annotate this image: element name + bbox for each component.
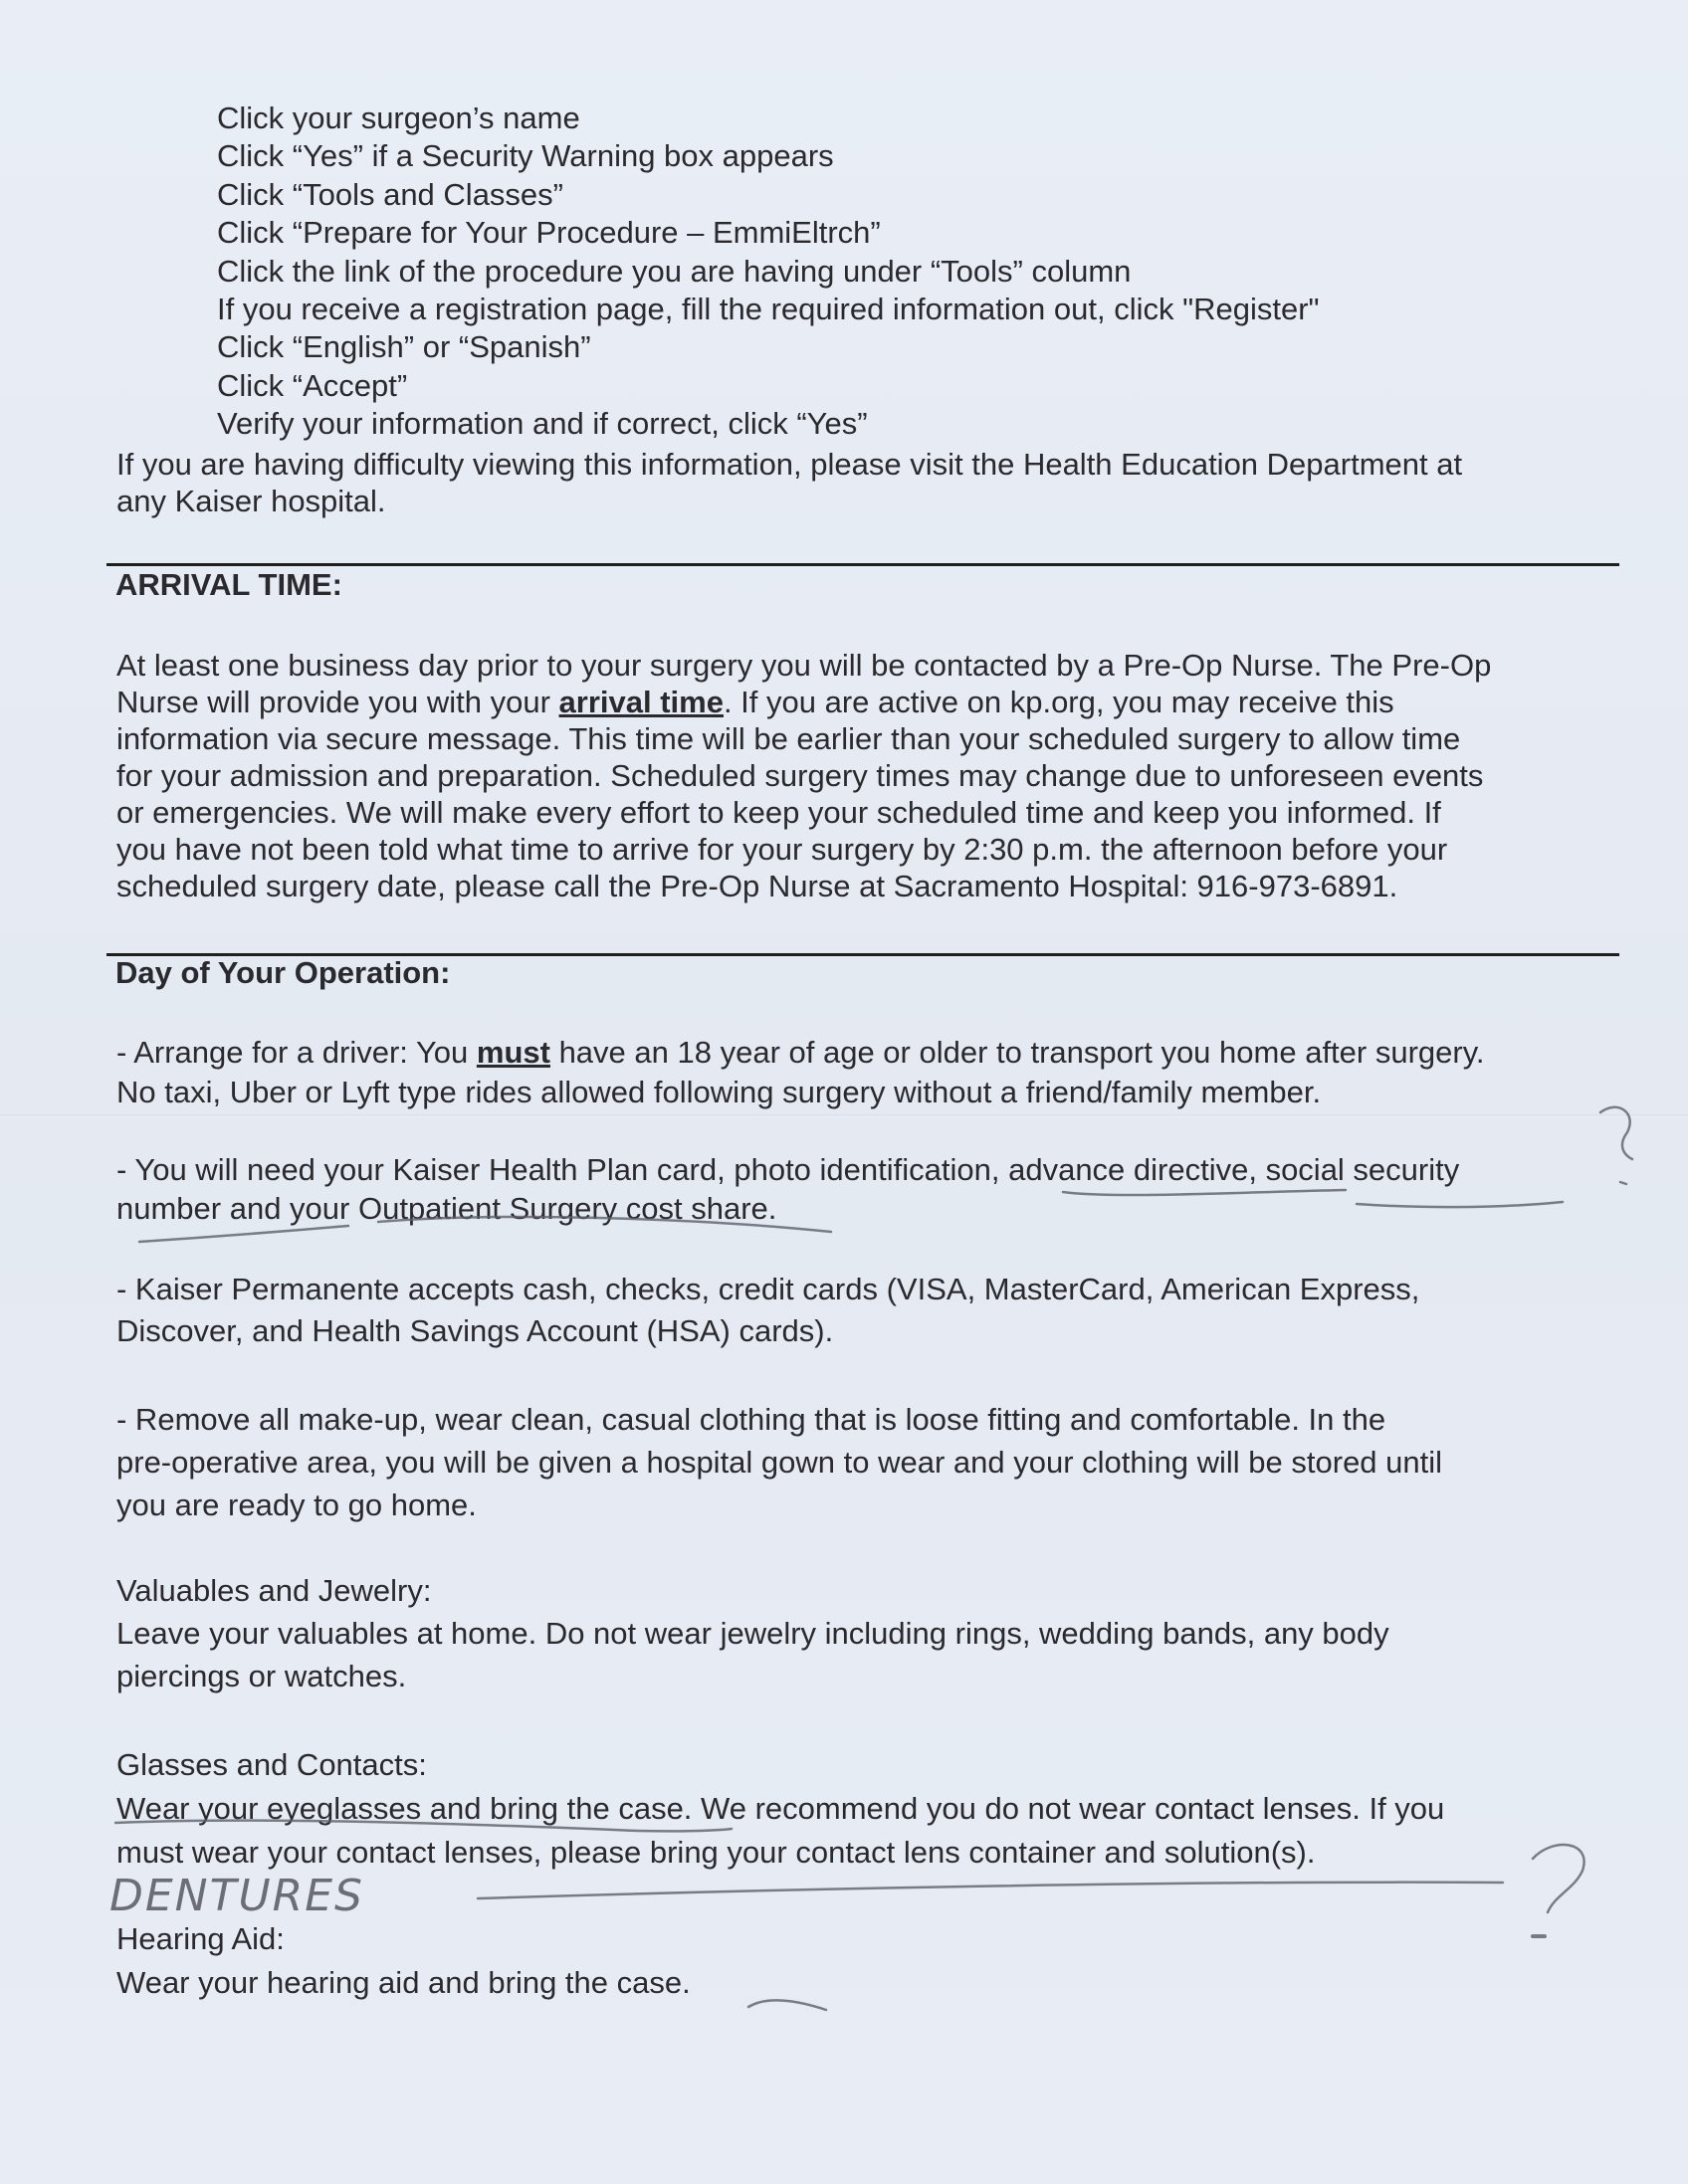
stray-mark [748,2000,826,2010]
payment-line: - Kaiser Permanente accepts cash, checks, credit cards (VISA, MasterCard, American Express, [116,1272,1420,1306]
question-mark-1 [1600,1107,1632,1159]
valuables-title: Valuables and Jewelry: [116,1573,432,1608]
instruction-line: Click “Yes” if a Security Warning box appears [217,138,834,174]
arrival-line: At least one business day prior to your surgery you will be contacted by a Pre-Op Nurse. The Pre-Op [116,648,1492,683]
underline-contact-line [478,1883,1503,1898]
arrival-text: . If you are active on kp.org, you may receive this [723,685,1394,719]
makeup-line: you are ready to go home. [116,1488,477,1522]
driver-text: - Arrange for a driver: You [116,1035,477,1070]
arrival-line: or emergencies. We will make every effort to keep your scheduled time and keep you informed. If [116,795,1441,830]
underline-social-security [1357,1202,1563,1207]
arrival-line: information via secure message. This time will be earlier than your scheduled surgery to allow time [116,721,1461,756]
instruction-line: Click “English” or “Spanish” [217,329,591,365]
payment-line: Discover, and Health Savings Account (HSA) cards). [116,1313,834,1348]
valuables-line: piercings or watches. [116,1659,407,1693]
instruction-line: Click the link of the procedure you are having under “Tools” column [217,253,1132,289]
valuables-line: Leave your valuables at home. Do not wear jewelry including rings, wedding bands, any body [116,1616,1389,1651]
instruction-line: Click your surgeon’s name [217,100,580,135]
underline-outpatient-surgery [378,1217,831,1232]
makeup-line: pre-operative area, you will be given a hospital gown to wear and your clothing will be stored until [116,1445,1443,1480]
instruction-line: Click “Accept” [217,367,408,403]
arrival-line: you have not been told what time to arrive for your surgery by 2:30 p.m. the afternoon before your [116,832,1448,867]
driver-text: have an 18 year of age or older to transport you home after surgery. [549,1035,1485,1070]
glasses-line: Wear your eyeglasses and bring the case. We recommend you do not wear contact lenses. If you [116,1791,1445,1826]
instruction-line: Click “Tools and Classes” [217,176,563,212]
must-emphasis: must [476,1035,550,1070]
card-line: number and your Outpatient Surgery cost share. [116,1191,777,1226]
arrival-text: Nurse will provide you with your [116,685,559,719]
difficulty-line: If you are having difficulty viewing this information, please visit the Health Education Department at [116,447,1463,482]
difficulty-line: any Kaiser hospital. [116,484,386,518]
arrival-heading: ARRIVAL TIME: [115,567,342,602]
card-line: - You will need your Kaiser Health Plan card, photo identification, advance directive, social security [116,1152,1460,1187]
operation-heading: Day of Your Operation: [115,955,451,990]
question-mark-2 [1533,1845,1584,1912]
hearing-title: Hearing Aid: [116,1921,285,1956]
arrival-time-emphasis: arrival time [558,685,724,719]
underline-advance-directive [1063,1190,1346,1195]
question-mark-1-dot [1620,1182,1626,1184]
arrival-line: for your admission and preparation. Scheduled surgery times may change due to unforeseen events [116,758,1484,793]
underline-eyeglasses [115,1821,732,1832]
instruction-line: Click “Prepare for Your Procedure – EmmiEltrch” [217,215,881,251]
glasses-title: Glasses and Contacts: [116,1747,427,1782]
instruction-line: If you receive a registration page, fill the required information out, click "Register" [217,292,1320,327]
handwritten-dentures: DENTURES [109,1871,364,1921]
underline-number-and [139,1226,348,1242]
hearing-line: Wear your hearing aid and bring the case. [116,1965,691,2000]
instruction-line: Verify your information and if correct, click “Yes” [217,406,868,442]
driver-line: No taxi, Uber or Lyft type rides allowed following surgery without a friend/family member. [116,1075,1322,1109]
glasses-line: must wear your contact lenses, please bring your contact lens container and solution(s). [116,1835,1316,1870]
makeup-line: - Remove all make-up, wear clean, casual clothing that is loose fitting and comfortable. In the [116,1402,1386,1437]
arrival-line: scheduled surgery date, please call the Pre-Op Nurse at Sacramento Hospital: 916-973-6891. [116,869,1398,903]
